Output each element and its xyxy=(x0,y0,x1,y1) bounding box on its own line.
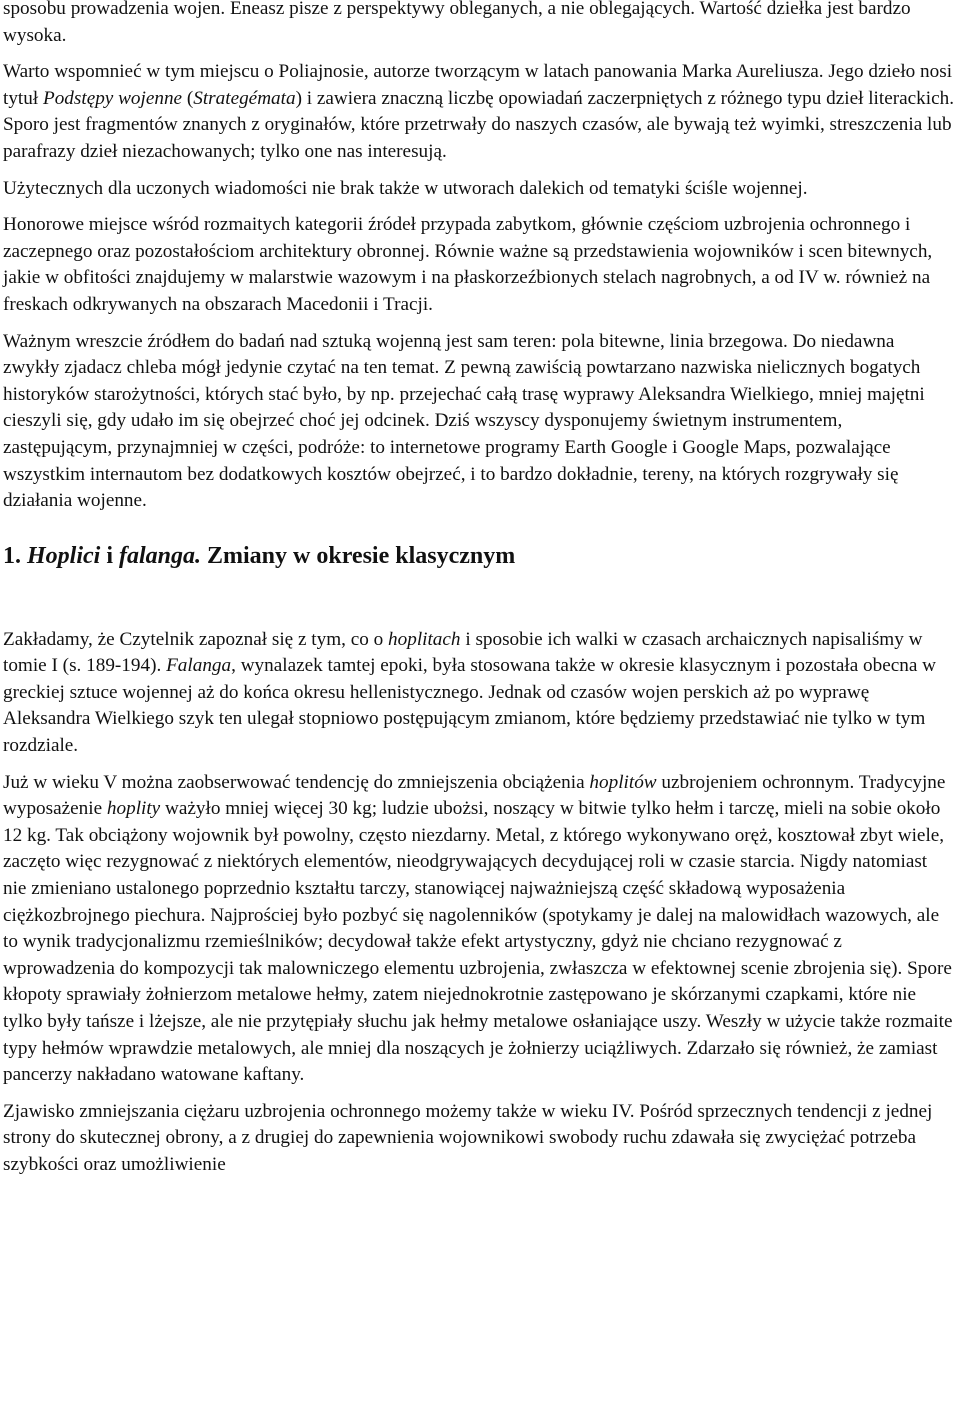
body-paragraph-p4 xyxy=(3,212,955,318)
italic-text-segment: hoplitach xyxy=(388,628,461,650)
text-segment: Użytecznych dla uczonych wiadomości nie brak także w utworach dalekich od tematyki ściśle wojennej. xyxy=(3,177,808,199)
text-segment: Ważnym wreszcie źródłem do badań nad sztuką wojenną jest sam teren: pola bitewne, linia brzegowa. Do niedawna zwykły zjadacz chleba mógł jedynie czytać na ten temat. Z pewną zawiścią powtarzano nazwiska nielicznych bogatych historyków starożytności, których stać było, by np. przejechać całą trasę wyprawy Aleksandra Wielkiego, mniej majętni cieszyli się, gdy udało im się obejrzeć choć jej odcinek. Dziś wszyscy dysponujemy świetnym instrumentem, zastępującym, przynajmniej w części, podróże: to internetowe programy Earth Google i Google Maps, pozwalające wszystkim internautom bez dodatkowych kosztów obejrzeć, i to bardzo dokładnie, tereny, na których rozgrywały się działania wojenne. xyxy=(3,330,925,512)
text-segment: ( xyxy=(182,87,194,109)
text-segment: sposobu prowadzenia wojen. Eneasz pisze z perspektywy obleganych, a nie oblegających. Wartość dziełka jest bardzo wysoka. xyxy=(3,0,911,46)
body-paragraph-p2 xyxy=(3,59,955,165)
text-segment: Warto wspomnieć w tym miejscu o Poliajnosie, autorze tworzącym w latach panowania Marka Aureliusza. Jego dzieło nosi tytuł xyxy=(3,61,953,109)
document-page xyxy=(3,0,955,1189)
text-segment: , wynalazek tamtej epoki, była stosowana także w okresie klasycznym i pozostała obecna w greckiej sztuce wojennej aż do końca okresu hellenistycznego. Jednak od czasów wojen perskich aż po wyprawę Aleksandra Wielkiego szyk ten ulegał stopniowo postępującym zmianom, które będziemy przedstawiać nie tylko w tym rozdziale. xyxy=(3,655,937,757)
text-segment: Zmiany w okresie klasycznym xyxy=(201,542,516,569)
paragraphs-before-heading xyxy=(3,0,955,515)
body-paragraph-p3 xyxy=(3,176,955,203)
text-segment: 1. xyxy=(3,542,27,569)
text-segment: Zjawisko zmniejszania ciężaru uzbrojenia ochronnego możemy także w wieku IV. Pośród sprzecznych tendencji z jednej strony do skutecznej obrony, a z drugiej do zapewnienia wojownikowi swobody ruchu zdawała się zwyciężać potrzeba szybkości oraz umożliwienie xyxy=(3,1100,933,1175)
body-paragraph-p5 xyxy=(3,329,955,515)
text-segment: Już w wieku V można zaobserwować tendencję do zmniejszenia obciążenia xyxy=(3,771,590,793)
italic-text-segment: Podstępy wojenne xyxy=(42,87,183,109)
paragraphs-after-heading xyxy=(3,627,955,1179)
text-segment: ważyło mniej więcej 30 kg; ludzie ubożsi, noszący w bitwie tylko hełm i tarczę, mieli na sobie około 12 kg. Tak obciążony wojownik był powolny, często niezdarny. Metal, z którego wykonywano oręż, kosztował zbyt wiele, zaczęto więc rezygnować z niektórych elementów, nieodgrywających decydującej roli w czasie starcia. Nigdy natomiast nie zmieniano ustalonego poprzednio kształtu tarczy, stanowiącej najważniejszą część składową wyposażenia ciężkozbrojnego piechura. Najprościej było pozbyć się nagolenników (spotykamy je dalej na malowidłach wazowych, ale to wynik tradycjonalizmu rzemieślników; decydował także efekt artystyczny, gdyż nie chciano rezygnować z wprowadzenia do kompozycji tak malowniczego elementu uzbrojenia, zwłaszcza w efektownej scenie zbrojenia się). Spore kłopoty sprawiały żołnierzom metalowe hełmy, zatem niejednokrotnie zastępowano je skórzanymi czapkami, które nie tylko były tańsze i lżejsze, ale nie przytępiały słuchu jak hełmy metalowe osłaniające uszy. Weszły w użycie także rozmaite typy hełmów wprawdzie metalowych, ale mniej dla noszących je żołnierzy uciążliwych. Zdarzało się również, że zamiast pancerzy nakładano watowane kaftany. xyxy=(3,798,953,1086)
text-segment: i sposobie ich walki w czasach archaicznych napisaliśmy w tomie I (s. 189-194). xyxy=(3,628,923,677)
italic-text-segment: falanga. xyxy=(119,542,202,569)
text-segment: Honorowe miejsce wśród rozmaitych kategorii źródeł przypada zabytkom, głównie częściom uzbrojenia ochronnego i zaczepnego oraz pozostałościom architektury obronnej. Równie ważne są przedstawienia wojowników i scen bitewnych, jakie w obfitości znajdujemy w malarstwie wazowym i na płaskorzeźbionych stelach nagrobnych, a od IV w. również na freskach odkrywanych na obszarach Macedonii i Tracji. xyxy=(3,214,933,315)
italic-text-segment: Strategémata xyxy=(193,87,296,109)
italic-text-segment: Hoplici xyxy=(27,542,101,569)
section-heading xyxy=(3,541,955,571)
body-paragraph-p6 xyxy=(3,627,955,760)
text-segment: ) i zawiera znaczną liczbę opowiadań zaczerpniętych z różnego typu dzieł literackich. Sporo jest fragmentów znanych z oryginałów, które przetrwały do naszych czasów, ale bywają też wyimki, streszczenia lub parafrazy dzieł niezachowanych; tylko one nas interesują. xyxy=(3,87,954,162)
italic-text-segment: hoplitów xyxy=(589,771,657,793)
italic-text-segment: Falanga xyxy=(166,655,232,677)
text-segment: i xyxy=(100,542,119,569)
text-segment: uzbrojeniem ochronnym. Tradycyjne wyposażenie xyxy=(3,771,946,820)
body-paragraph-p1 xyxy=(3,0,955,49)
body-paragraph-p8 xyxy=(3,1099,955,1179)
body-paragraph-p7 xyxy=(3,770,955,1089)
italic-text-segment: hoplity xyxy=(106,798,161,820)
text-segment: Zakładamy, że Czytelnik zapoznał się z tym, co o xyxy=(3,628,389,650)
